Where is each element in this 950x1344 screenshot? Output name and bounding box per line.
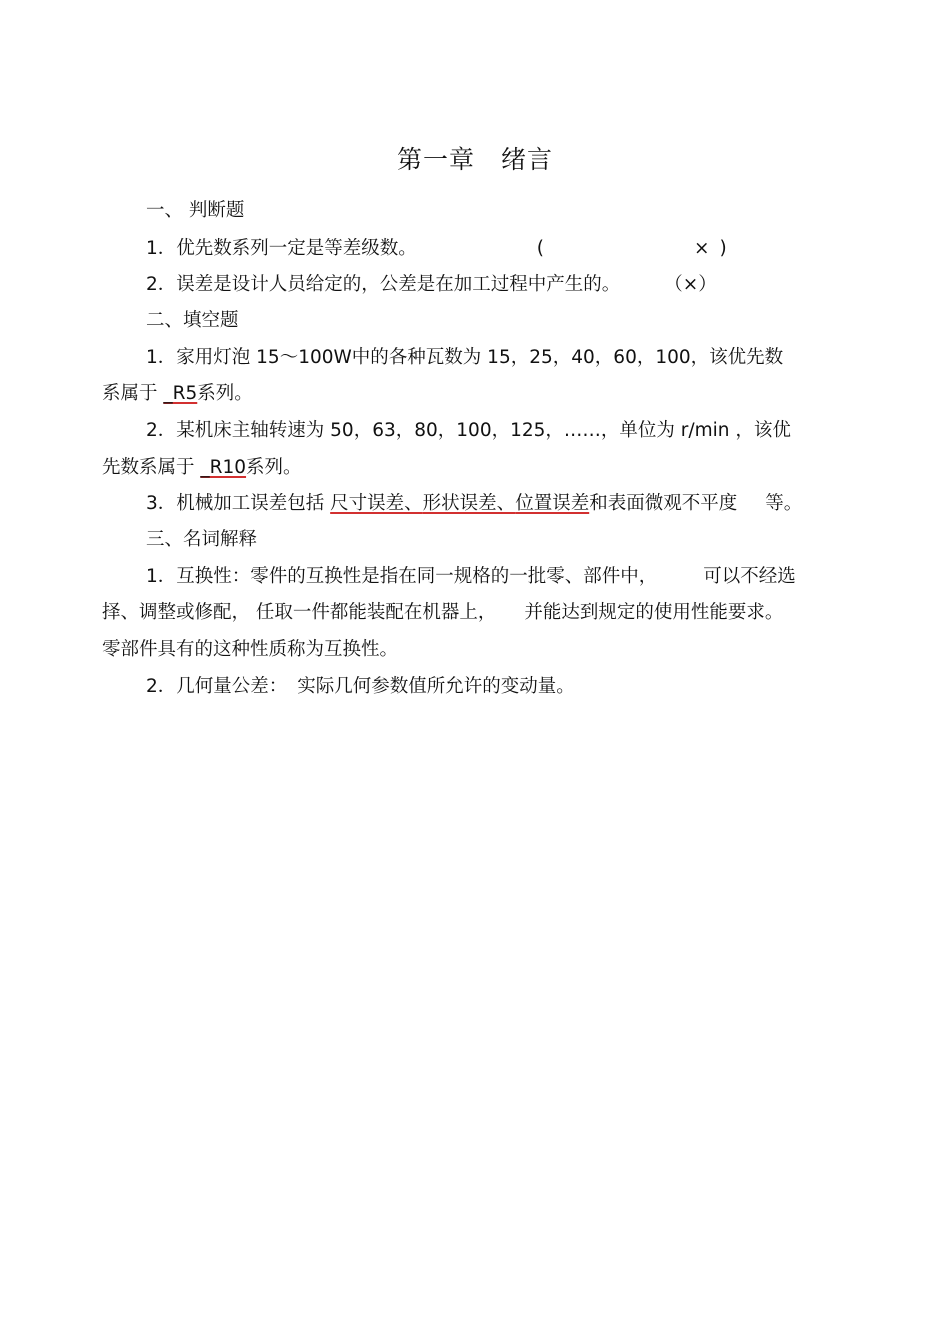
fill-answer: _R10: [200, 457, 247, 478]
question-text: 1．优先数系列一定是等差级数。: [146, 238, 417, 259]
fill-question-3: 3．机械加工误差包括 尺寸误差、形状误差、位置误差和表面微观不平度 等。: [146, 493, 803, 514]
judgment-question-2: [146, 271, 717, 299]
section-heading-definitions: 三、名词解释: [146, 529, 258, 550]
fill-question-2-line-1: 2．某机床主轴转速为 50，63，80，100，125，……，单位为 r/min ，该优: [146, 420, 791, 441]
definition-1-line-3: 零部件具有的这种性质称为互换性。: [102, 639, 399, 660]
section-heading-judgment: 一、 判断题: [146, 200, 245, 221]
definition-1-line-2: 择、调整或修配， 任取一件都能装配在机器上， 并能达到规定的使用性能要求。: [102, 602, 784, 623]
fill-answer-1: 尺寸误差、: [330, 493, 423, 514]
paren-close: ): [719, 238, 727, 259]
section-heading-fill-in: 二、填空题: [146, 310, 239, 331]
definition-1-line-1: 1．互换性：零件的互换性是指在同一规格的一批零、部件中， 可以不经选: [146, 566, 796, 587]
paren-open: (: [536, 238, 544, 259]
definition-2: 2．几何量公差： 实际几何参数值所允许的变动量。: [146, 676, 575, 697]
fill-question-1-line-2: 系属于 _R5系列。: [102, 383, 253, 404]
fill-answer: _R5: [163, 383, 198, 404]
judgment-question-1: [146, 235, 727, 263]
answer-mark: ×: [694, 238, 710, 259]
chapter-title: 第一章 绪言: [396, 145, 553, 174]
fill-answer-3: 位置误差: [515, 493, 590, 514]
fill-answer-2: 形状误差、: [422, 493, 516, 514]
fill-question-1-line-1: 1．家用灯泡 15～100W中的各种瓦数为 15，25，40，60，100，该优先数: [146, 347, 784, 368]
answer-mark: （×）: [664, 274, 717, 295]
fill-question-2-line-2: 先数系属于 _R10系列。: [102, 457, 302, 478]
question-text: 2．误差是设计人员给定的，公差是在加工过程中产生的。: [146, 274, 621, 295]
